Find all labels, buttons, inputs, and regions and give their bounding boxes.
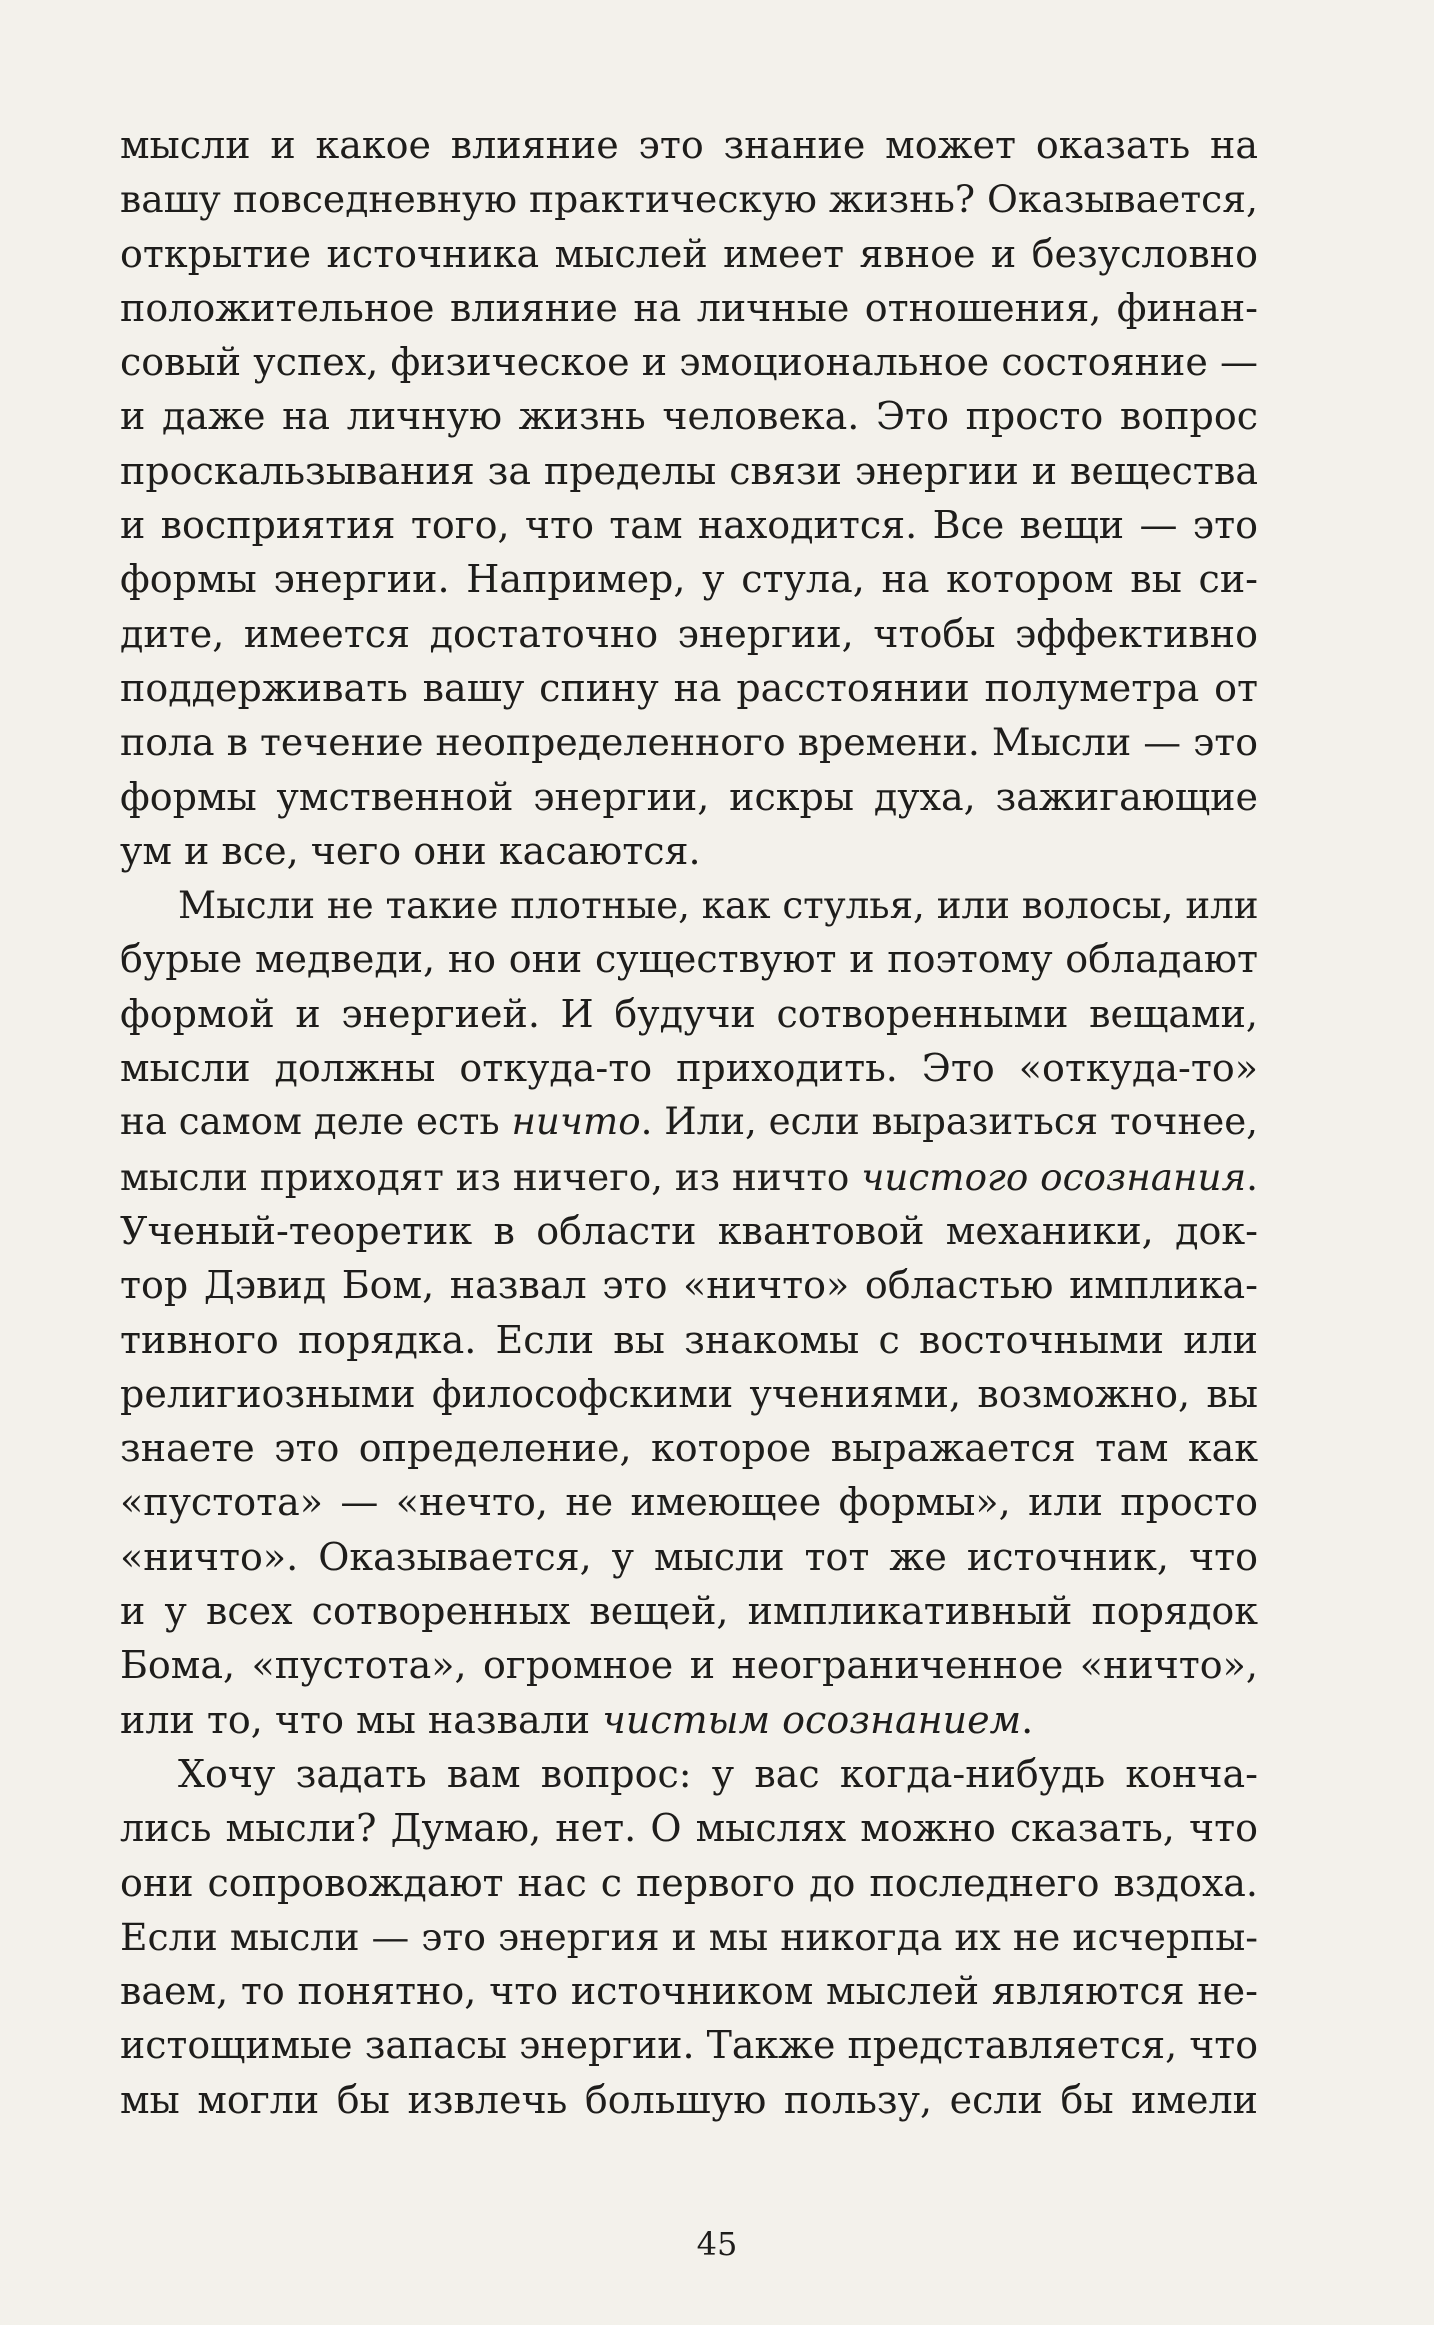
text-line: формы энергии. Например, у стула, на котором вы си-	[120, 557, 1258, 602]
text-line	[120, 1693, 1258, 1747]
text-line: религиозными философскими учениями, возможно, вы	[120, 1371, 1258, 1416]
text-line: Хочу задать вам вопрос: у вас когда-нибудь конча-	[178, 1751, 1258, 1796]
text-line: они сопровождают нас с первого до последнего вздоха.	[120, 1860, 1258, 1905]
text-line: истощимые запасы энергии. Также представляется, что	[120, 2023, 1258, 2068]
text-line: поддерживать вашу спину на расстоянии полуметра от	[120, 665, 1258, 710]
text-line: и у всех сотворенных вещей, импликативный порядок	[120, 1589, 1258, 1634]
text-line: «ничто». Оказывается, у мысли тот же источник, что	[120, 1534, 1258, 1579]
text-line: Ученый-теоретик в области квантовой механики, док-	[120, 1208, 1258, 1253]
text-line: тивного порядка. Если вы знакомы с восточными или	[120, 1317, 1258, 1362]
paragraph-3	[120, 1747, 1258, 2127]
text-line: проскальзывания за пределы связи энергии и вещества	[120, 448, 1258, 493]
text-line: положительное влияние на личные отношения, финан-	[120, 285, 1258, 330]
text-line: ваем, то понятно, что источником мыслей являются не-	[120, 1969, 1258, 2014]
text-line: формы умственной энергии, искры духа, зажигающие	[120, 774, 1258, 819]
text-line: лись мысли? Думаю, нет. О мыслях можно сказать, что	[120, 1806, 1258, 1851]
italic-term: ничто	[511, 1100, 641, 1144]
italic-term: чистым осознанием	[602, 1697, 1022, 1742]
body-text	[120, 118, 1258, 2127]
text-line: Мысли не такие плотные, как стулья, или волосы, или	[178, 883, 1259, 928]
paragraph-1	[120, 118, 1258, 878]
text-line: мысли и какое влияние это знание может оказать на	[120, 123, 1258, 167]
text-line: совый успех, физическое и эмоциональное состояние —	[120, 340, 1258, 385]
text-line: и даже на личную жизнь человека. Это просто вопрос	[120, 394, 1258, 439]
text-line: тор Дэвид Бом, назвал это «ничто» областью импликa-	[120, 1263, 1258, 1308]
paragraph-2	[120, 878, 1258, 1747]
text-line: бурые медведи, но они существуют и поэтому обладают	[120, 937, 1258, 982]
text-line	[120, 1150, 1258, 1204]
text-run: на самом деле есть	[120, 1100, 512, 1144]
text-run: .	[1021, 1697, 1034, 1742]
text-run: .	[1246, 1154, 1258, 1199]
text-line: формой и энергией. И будучи сотворенными вещами,	[120, 991, 1258, 1036]
text-line: вашу повседневную практическую жизнь? Оказывается,	[120, 177, 1258, 222]
text-line: знаете это определение, которое выражается там как	[120, 1426, 1258, 1471]
text-line: пола в течение неопределенного времени. Мысли — это	[120, 720, 1258, 765]
text-line: дите, имеется достаточно энергии, чтобы эффективно	[120, 611, 1258, 656]
text-line: мысли должны откуда-то приходить. Это «откуда-то»	[120, 1046, 1258, 1091]
text-line: и восприятия того, что там находится. Все вещи — это	[120, 503, 1258, 548]
text-line: «пустота» — «нечто, не имеющее формы», или просто	[120, 1480, 1258, 1525]
text-line: Бома, «пустота», огромное и неограниченное «ничто»,	[120, 1643, 1258, 1688]
text-run: мысли приходят из ничего, из ничто	[120, 1154, 862, 1199]
italic-term: чистого осознания	[861, 1154, 1247, 1199]
text-run: . Или, если выразиться точнее,	[640, 1100, 1258, 1144]
text-line: мы могли бы извлечь большую пользу, если бы имели	[120, 2077, 1258, 2122]
text-line: Если мысли — это энергия и мы никогда их не исчерпы-	[120, 1914, 1258, 1959]
text-line: открытие источника мыслей имеет явное и безусловно	[120, 231, 1258, 276]
text-line: ум и все, чего они касаются.	[120, 828, 701, 873]
text-run: или то, что мы назвали	[120, 1697, 603, 1742]
page-number: 45	[696, 2225, 738, 2263]
text-line	[120, 1095, 1258, 1149]
